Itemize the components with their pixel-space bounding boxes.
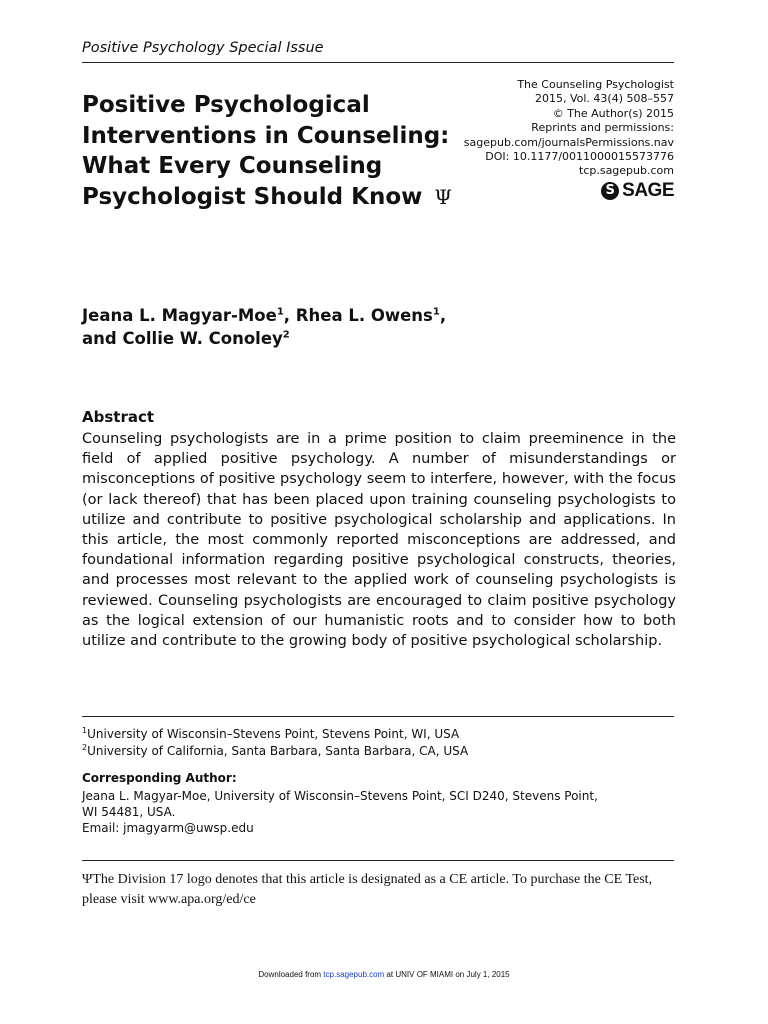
sage-s-icon: S [601, 182, 619, 200]
psi-icon: Ψ [82, 872, 93, 887]
affiliation-divider [82, 716, 674, 717]
sage-wordmark: SAGE [622, 180, 674, 201]
abstract-body: Counseling psychologists are in a prime position to claim preeminence in the field of applied positive psychology. A number of misunderstandings or misconceptions of positive psychology seem to interfere, however, with the focus (or lack thereof) that has been placed upon training counseling psychologists to utilize and contribute to positive psychological scholarship and applications. In this article, the most commonly reported misconceptions are addressed, and foundational information regarding positive psychological constructs, theories, and processes most relevant to the applied work of counseling psychologists is reviewed. Counseling psychologists are encouraged to claim positive psychology as the logical extension of our humanistic roots and to consider how to both utilize and contribute to the growing body of positive psychological scholarship. [82, 431, 676, 650]
author-list [82, 304, 642, 350]
footer-suffix: at UNIV OF MIAMI on July 1, 2015 [384, 970, 510, 979]
article-title-text: Positive Psychological Interventions in Counseling: What Every Counseling Psychologist Should Know [82, 92, 450, 210]
affiliation-item [82, 726, 676, 743]
download-footer [0, 970, 768, 979]
author-name: Jeana L. Magyar-Moe [82, 306, 277, 325]
footer-link[interactable]: tcp.sagepub.com [323, 970, 385, 979]
affiliation-text: University of Wisconsin–Stevens Point, Stevens Point, WI, USA [87, 727, 460, 741]
ce-note-text: The Division 17 logo denotes that this article is designated as a CE article. To purchase the CE Test, please visit www.apa.org/ed/ce [82, 872, 653, 907]
affiliation-marker: 1 [276, 306, 284, 318]
journal-name: The Counseling Psychologist [517, 78, 674, 91]
article-title [82, 90, 462, 212]
affiliation-marker: 2 [282, 329, 290, 341]
affiliation-text: University of California, Santa Barbara, Santa Barbara, CA, USA [87, 744, 469, 758]
author-separator: , [439, 306, 447, 325]
affiliation-mark: 2 [82, 743, 88, 752]
affiliations [82, 726, 676, 760]
copyright: © The Author(s) 2015 [552, 106, 674, 120]
issue-label: Positive Psychology Special Issue [82, 40, 324, 56]
corresponding-author-heading: Corresponding Author: [82, 771, 237, 785]
corresponding-address-line: Jeana L. Magyar-Moe, University of Wisconsin–Stevens Point, SCI D240, Stevens Point, [82, 789, 598, 803]
reprints-label: Reprints and permissions: [531, 121, 674, 135]
journal-volume: 2015, Vol. 43(4) 508–557 [534, 92, 674, 106]
affiliation-mark: 1 [82, 726, 88, 735]
author-separator: , [283, 306, 296, 325]
corresponding-address-line: WI 54481, USA. [82, 805, 176, 819]
ce-note-divider [82, 860, 674, 861]
journal-url[interactable]: tcp.sagepub.com [579, 164, 674, 178]
top-divider [82, 62, 674, 63]
author-name: Rhea L. Owens [295, 306, 433, 325]
abstract-heading: Abstract [82, 408, 155, 426]
footer-prefix: Downloaded from [258, 970, 324, 979]
corresponding-email[interactable]: Email: jmagyarm@uwsp.edu [82, 821, 254, 835]
journal-info [414, 78, 674, 179]
doi[interactable]: DOI: 10.1177/0011000015573776 [485, 150, 674, 164]
affiliation-marker: 1 [432, 306, 440, 318]
affiliation-item [82, 743, 676, 760]
author-name: Collie W. Conoley [122, 329, 283, 348]
division-17-psi-icon: Ψ [434, 184, 452, 209]
ce-note [82, 870, 674, 910]
sage-logo [601, 180, 674, 202]
author-conjunction: and [82, 329, 123, 348]
corresponding-author-details [82, 788, 676, 836]
permissions-link[interactable]: sagepub.com/journalsPermissions.nav [463, 135, 674, 149]
